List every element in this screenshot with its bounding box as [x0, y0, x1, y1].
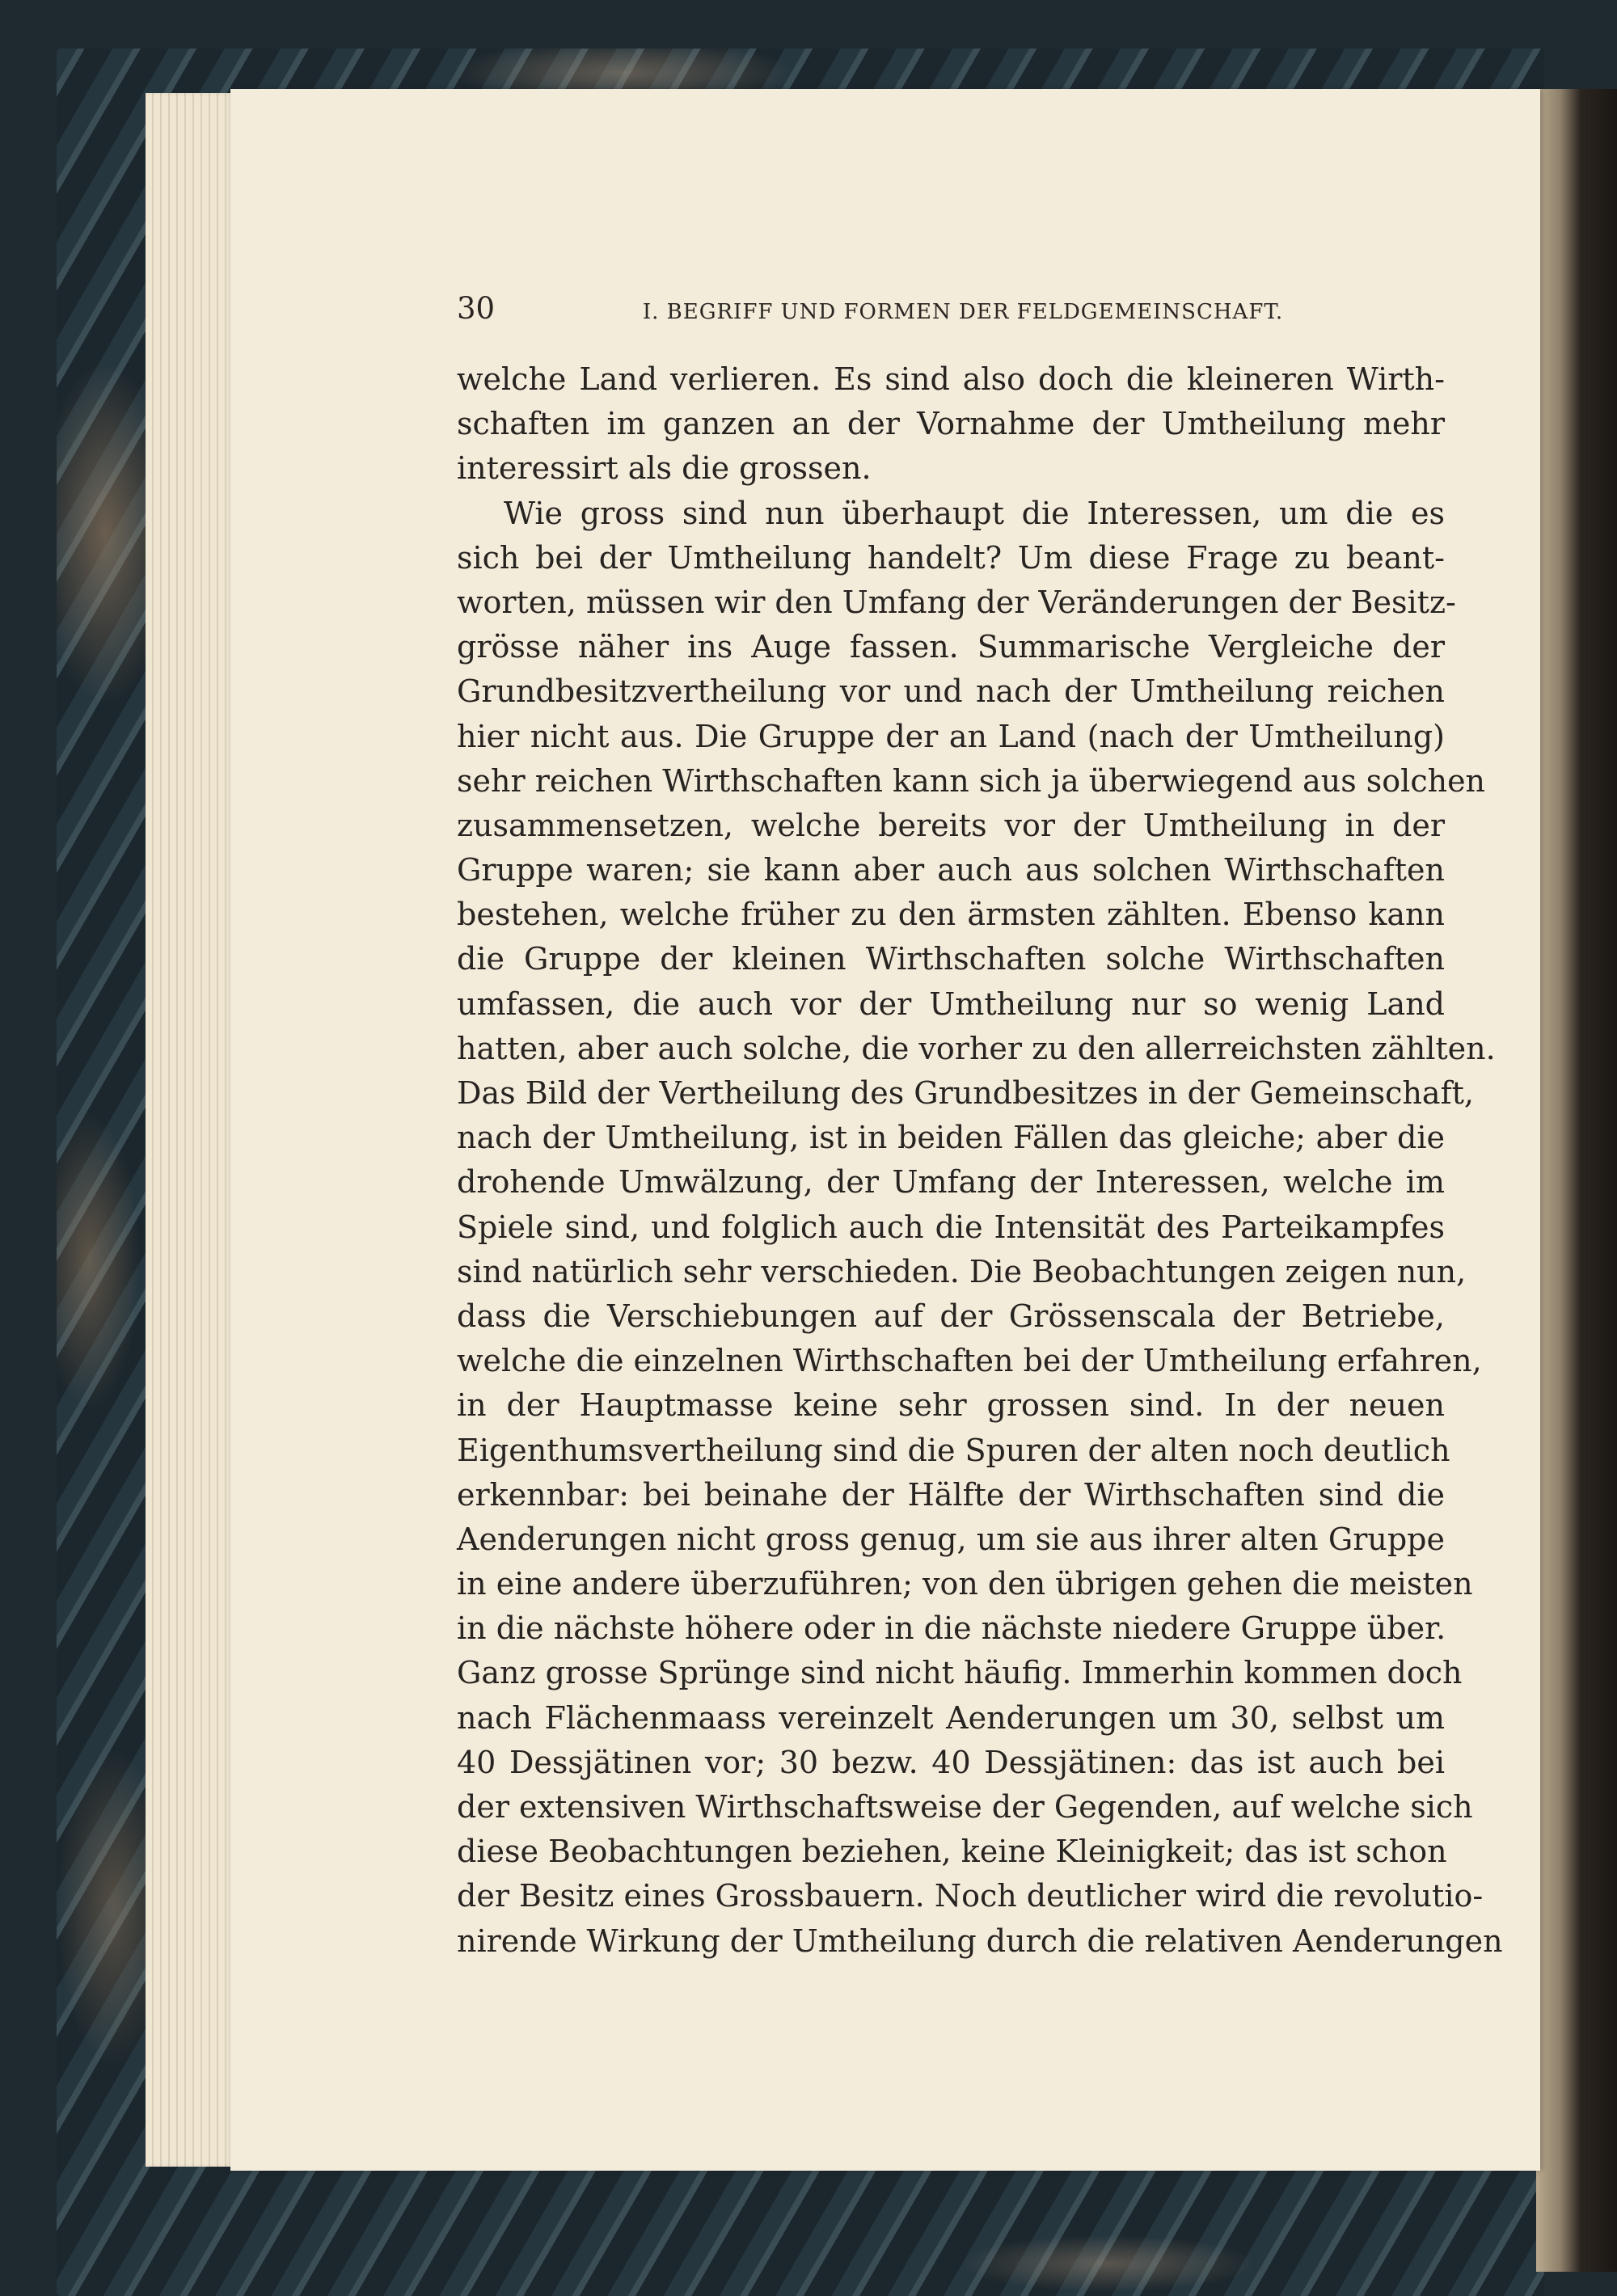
text-line: Gruppe waren; sie kann aber auch aus solchen Wirthschaften: [457, 852, 1445, 888]
text-line: Wie gross sind nun überhaupt die Interessen, um die es: [504, 495, 1445, 531]
text-line: hier nicht aus. Die Gruppe der an Land (nach der Umtheilung): [457, 718, 1445, 754]
facing-page-edge: [1536, 89, 1617, 2272]
text-line: nirende Wirkung der Umtheilung durch die relativen Aenderungen: [457, 1922, 1503, 1959]
text-line: worten, müssen wir den Umfang der Veränderungen der Besitz-: [457, 584, 1456, 620]
text-line: erkennbar: bei beinahe der Hälfte der Wirthschaften sind die: [457, 1476, 1445, 1513]
text-line: Ganz grosse Sprünge sind nicht häufig. Immerhin kommen doch: [457, 1655, 1463, 1691]
text-line: bestehen, welche früher zu den ärmsten zählten. Ebenso kann: [457, 897, 1445, 933]
text-line: nach Flächenmaass vereinzelt Aenderungen um 30, selbst um: [457, 1699, 1445, 1736]
text-line: die Gruppe der kleinen Wirthschaften solche Wirthschaften: [457, 941, 1445, 977]
text-line: 40 Dessjätinen vor; 30 bezw. 40 Dessjätinen: das ist auch bei: [457, 1744, 1445, 1780]
text-line: in der Hauptmasse keine sehr grossen sind. In der neuen: [457, 1387, 1445, 1424]
text-line: drohende Umwälzung, der Umfang der Interessen, welche im: [457, 1164, 1445, 1201]
text-line: sind natürlich sehr verschieden. Die Beobachtungen zeigen nun,: [457, 1253, 1467, 1289]
text-line: Eigenthumsvertheilung sind die Spuren der alten noch deutlich: [457, 1432, 1450, 1468]
body-text: [457, 357, 1503, 1964]
text-line: schaften im ganzen an der Vornahme der Umtheilung mehr: [457, 406, 1445, 442]
text-line: dass die Verschiebungen auf der Grössenscala der Betriebe,: [457, 1298, 1445, 1334]
text-line: diese Beobachtungen beziehen, keine Kleinigkeit; das ist schon: [457, 1834, 1447, 1870]
text-line: Aenderungen nicht gross genug, um sie aus ihrer alten Gruppe: [457, 1521, 1445, 1557]
text-line: welche Land verlieren. Es sind also doch die kleineren Wirth-: [457, 361, 1445, 397]
text-line: grösse näher ins Auge fassen. Summarische Vergleiche der: [457, 629, 1445, 665]
page-block-edges: [146, 93, 234, 2167]
text-line: sich bei der Umtheilung handelt? Um diese Frage zu beant-: [457, 539, 1445, 576]
text-line: interessirt als die grossen.: [457, 450, 872, 487]
text-line: sehr reichen Wirthschaften kann sich ja überwiegend aus solchen: [457, 762, 1486, 799]
text-line: Spiele sind, und folglich auch die Intensität des Parteikampfes: [457, 1209, 1445, 1245]
text-line: der Besitz eines Grossbauern. Noch deutlicher wird die revolutio-: [457, 1878, 1484, 1914]
text-line: nach der Umtheilung, ist in beiden Fällen das gleiche; aber die: [457, 1120, 1445, 1156]
text-line: zusammensetzen, welche bereits vor der Umtheilung in der: [457, 807, 1445, 843]
running-head: I. BEGRIFF UND FORMEN DER FELDGEMEINSCHAFT.: [642, 300, 1284, 324]
text-line: der extensiven Wirthschaftsweise der Gegenden, auf welche sich: [457, 1789, 1473, 1825]
text-line: umfassen, die auch vor der Umtheilung nur so wenig Land: [457, 986, 1445, 1022]
text-line: welche die einzelnen Wirthschaften bei der Umtheilung erfahren,: [457, 1343, 1482, 1379]
text-line: in die nächste höhere oder in die nächste niedere Gruppe über.: [457, 1610, 1446, 1647]
page-header: [457, 291, 1445, 331]
text-line: Das Bild der Vertheilung des Grundbesitzes in der Gemeinschaft,: [457, 1075, 1474, 1111]
text-line: hatten, aber auch solche, die vorher zu den allerreichsten zählten.: [457, 1030, 1496, 1066]
page-number: 30: [457, 291, 496, 326]
text-line: Grundbesitzvertheilung vor und nach der Umtheilung reichen: [457, 673, 1445, 710]
text-line: in eine andere überzuführen; von den übrigen gehen die meisten: [457, 1566, 1473, 1602]
